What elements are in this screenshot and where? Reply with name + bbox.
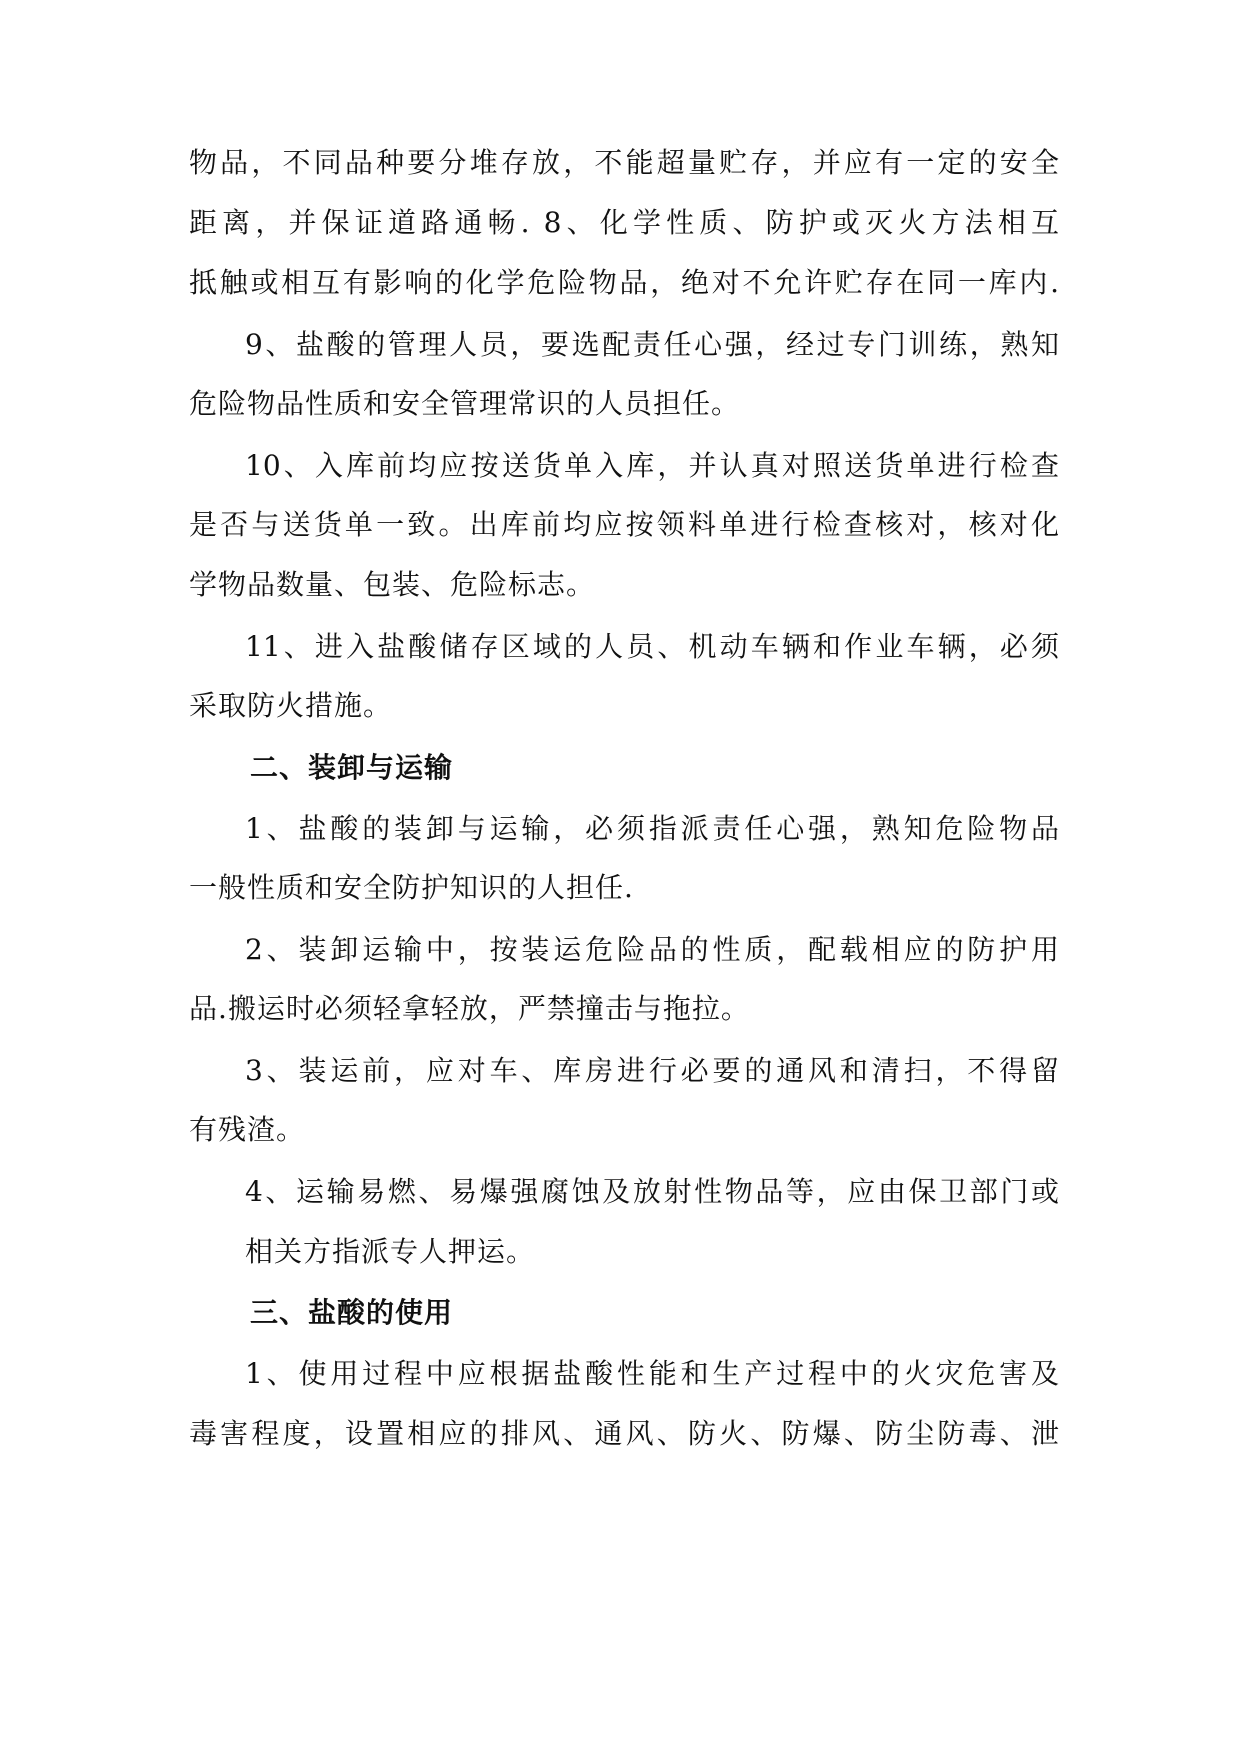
- paragraph-line: 2、装卸运输中，按装运危险品的性质，配载相应的防护用: [245, 933, 1059, 966]
- paragraph-line: 1、盐酸的装卸与运输，必须指派责任心强，熟知危险物品: [245, 812, 1059, 845]
- paragraph-line: 采取防火措施。: [189, 689, 393, 722]
- section-heading: 二、装卸与运输: [250, 751, 454, 784]
- section-heading: 三、盐酸的使用: [250, 1296, 454, 1329]
- paragraph-line: 抵触或相互有影响的化学危险物品，绝对不允许贮存在同一库内.: [189, 266, 1059, 299]
- paragraph-line: 有残渣。: [189, 1113, 306, 1146]
- paragraph-line: 品.搬运时必须轻拿轻放，严禁撞击与拖拉。: [189, 992, 750, 1025]
- paragraph-line: 相关方指派专人押运。: [245, 1235, 536, 1268]
- paragraph-line: 3、装运前，应对车、库房进行必要的通风和清扫，不得留: [245, 1054, 1059, 1087]
- paragraph-line: 物品，不同品种要分堆存放，不能超量贮存，并应有一定的安全: [189, 146, 1059, 179]
- paragraph-line: 9、盐酸的管理人员，要选配责任心强，经过专门训练，熟知: [245, 328, 1059, 361]
- paragraph-line: 毒害程度，设置相应的排风、通风、防火、防爆、防尘防毒、泄: [189, 1417, 1059, 1450]
- paragraph-line: 10、入库前均应按送货单入库，并认真对照送货单进行检查: [245, 449, 1059, 482]
- paragraph-line: 1、使用过程中应根据盐酸性能和生产过程中的火灾危害及: [245, 1357, 1059, 1390]
- paragraph-line: 学物品数量、包装、危险标志。: [189, 568, 596, 601]
- paragraph-line: 是否与送货单一致。出库前均应按领料单进行检查核对，核对化: [189, 508, 1059, 541]
- paragraph-line: 11、进入盐酸储存区域的人员、机动车辆和作业车辆，必须: [245, 630, 1059, 663]
- paragraph-line: 4、运输易燃、易爆强腐蚀及放射性物品等，应由保卫部门或: [245, 1175, 1059, 1208]
- paragraph-line: 危险物品性质和安全管理常识的人员担任。: [189, 387, 741, 420]
- paragraph-line: 一般性质和安全防护知识的人担任.: [189, 871, 634, 904]
- paragraph-line: 距离，并保证道路通畅. 8、化学性质、防护或灭火方法相互: [189, 206, 1059, 239]
